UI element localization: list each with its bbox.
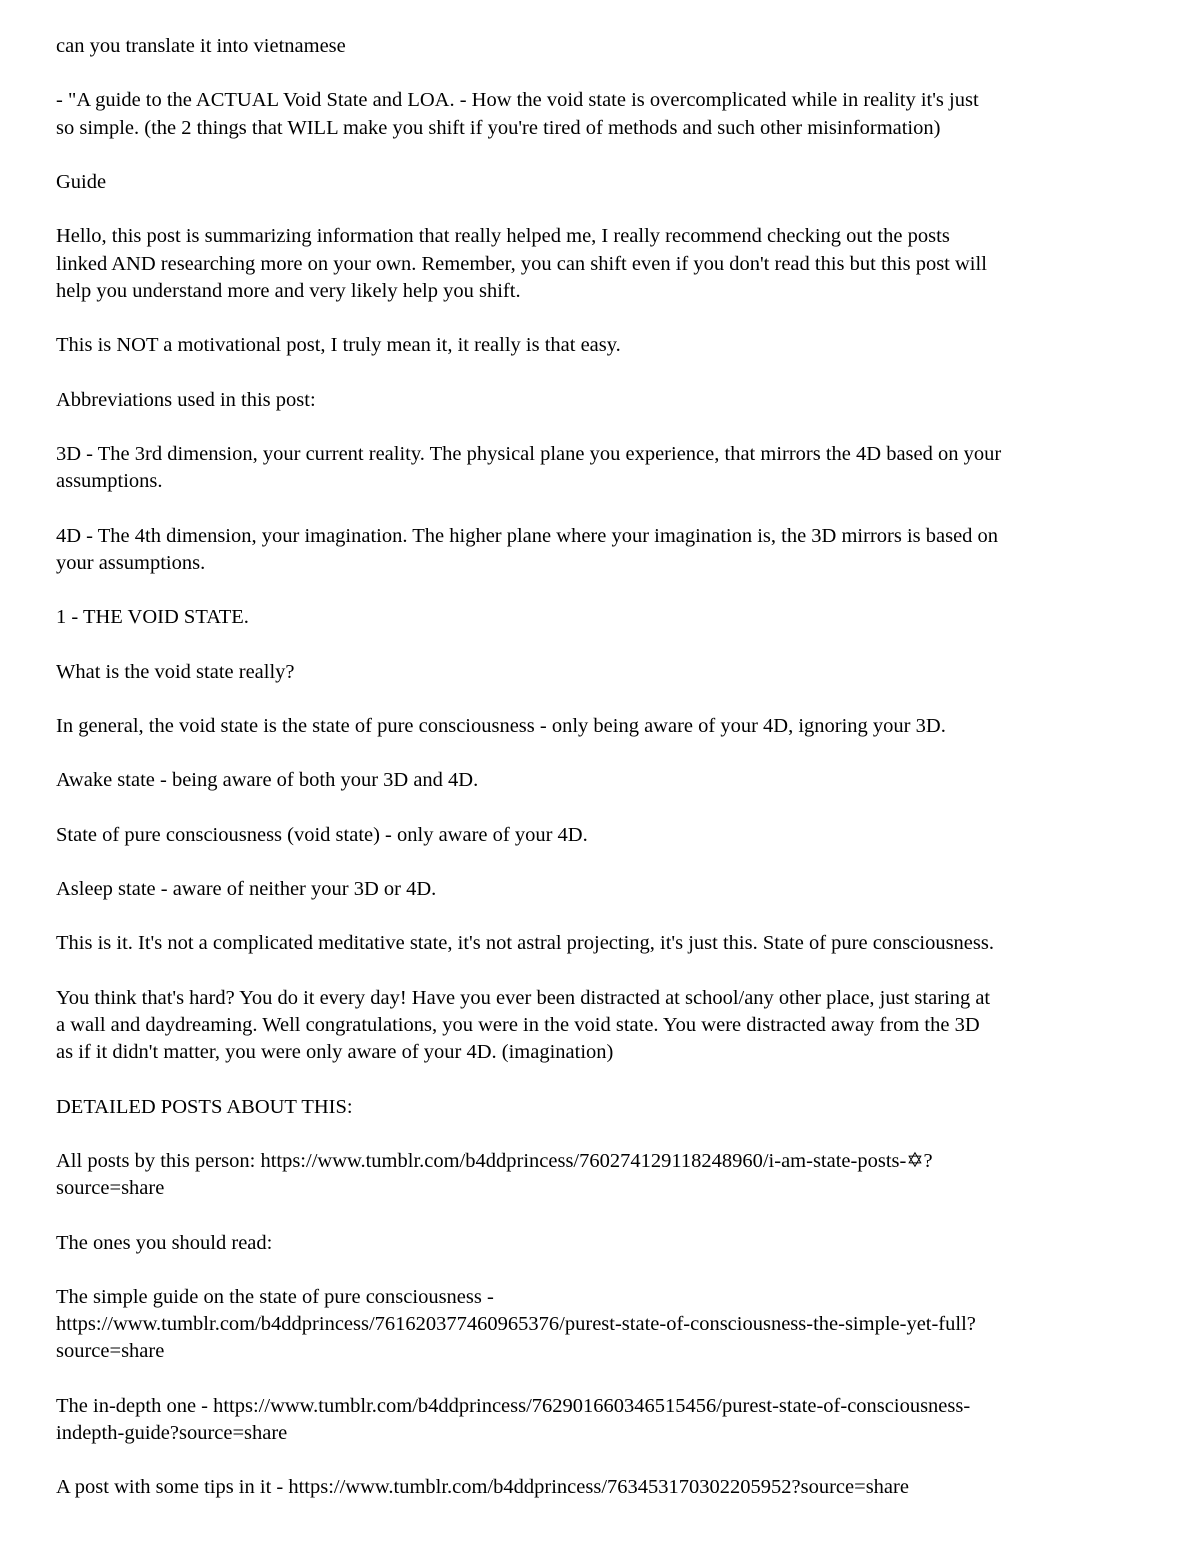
text-line: a wall and daydreaming. Well congratulations, you were in the void state. You were distracted away from the 3D [56, 1014, 980, 1037]
text-line: Awake state - being aware of both your 3D and 4D. [56, 769, 479, 792]
text-line: 4D - The 4th dimension, your imagination. The higher plane where your imagination is, the 3D mirrors is based on [56, 524, 999, 547]
text-line: A post with some tips in it - https://www.tumblr.com/b4ddprincess/763453170302205952?source=share [56, 1476, 909, 1499]
text-line: indepth-guide?source=share [56, 1422, 288, 1445]
paragraph-daydreaming [56, 985, 1156, 1067]
text-line: The ones you should read: [56, 1231, 273, 1254]
paragraph-asleep-state [56, 876, 1156, 903]
text-line: Abbreviations used in this post: [56, 388, 316, 411]
text-line: 1 - THE VOID STATE. [56, 606, 249, 629]
paragraph-tips-link [56, 1474, 1156, 1501]
paragraph-title [56, 87, 1156, 141]
paragraph-not-motivational [56, 332, 1156, 359]
text-line: This is it. It's not a complicated meditative state, it's not astral projecting, it's just this. State of pure consciousness. [56, 932, 994, 955]
text-line: as if it didn't matter, you were only aware of your 4D. (imagination) [56, 1041, 614, 1064]
text-line: so simple. (the 2 things that WILL make you shift if you're tired of methods and such other misinformation) [56, 116, 941, 139]
paragraph-this-is-it [56, 930, 1156, 957]
document-page [56, 33, 1156, 1529]
text-line: What is the void state really? [56, 660, 295, 683]
text-line: You think that's hard? You do it every day! Have you ever been distracted at school/any other place, just staring at [56, 986, 991, 1009]
paragraph-3d-definition [56, 441, 1156, 495]
text-line: linked AND researching more on your own. Remember, you can shift even if you don't read this but this post will [56, 252, 987, 275]
paragraph-request [56, 33, 1156, 60]
text-line: Asleep state - aware of neither your 3D or 4D. [56, 878, 437, 901]
text-line: source=share [56, 1340, 165, 1363]
text-line: State of pure consciousness (void state) - only aware of your 4D. [56, 823, 588, 846]
paragraph-section-heading [56, 604, 1156, 631]
text-line: Hello, this post is summarizing information that really helped me, I really recommend checking out the posts [56, 225, 950, 248]
text-line: This is NOT a motivational post, I truly mean it, it really is that easy. [56, 334, 621, 357]
paragraph-intro [56, 223, 1156, 305]
paragraph-detailed-posts-heading [56, 1094, 1156, 1121]
text-line: https://www.tumblr.com/b4ddprincess/761620377460965376/purest-state-of-consciousness-the-simple-yet-full? [56, 1313, 976, 1336]
paragraph-guide-heading [56, 169, 1156, 196]
text-line: DETAILED POSTS ABOUT THIS: [56, 1095, 353, 1118]
text-line: help you understand more and very likely help you shift. [56, 279, 521, 302]
text-line: In general, the void state is the state of pure consciousness - only being aware of your 4D, ignoring your 3D. [56, 714, 946, 737]
text-line: assumptions. [56, 470, 163, 493]
paragraph-general [56, 713, 1156, 740]
paragraph-should-read [56, 1230, 1156, 1257]
text-line: source=share [56, 1177, 165, 1200]
paragraph-question [56, 659, 1156, 686]
paragraph-abbreviations-heading [56, 387, 1156, 414]
paragraph-in-depth-link [56, 1393, 1156, 1447]
text-line: your assumptions. [56, 551, 206, 574]
text-line: can you translate it into vietnamese [56, 35, 346, 57]
paragraph-pure-consciousness [56, 822, 1156, 849]
text-line: 3D - The 3rd dimension, your current reality. The physical plane you experience, that mirrors the 4D based on your [56, 442, 1002, 465]
paragraph-all-posts-link [56, 1148, 1156, 1202]
text-line: All posts by this person: https://www.tumblr.com/b4ddprincess/760274129118248960/i-am-state-posts-✡? [56, 1150, 933, 1173]
paragraph-4d-definition [56, 523, 1156, 577]
paragraph-awake-state [56, 767, 1156, 794]
paragraph-simple-guide-link [56, 1284, 1156, 1366]
text-line: Guide [56, 170, 107, 193]
text-line: The in-depth one - https://www.tumblr.com/b4ddprincess/762901660346515456/purest-state-of-consciousness- [56, 1394, 971, 1417]
text-line: The simple guide on the state of pure consciousness - [56, 1286, 494, 1309]
text-line: - "A guide to the ACTUAL Void State and LOA. - How the void state is overcomplicated while in reality it's just [56, 89, 979, 112]
